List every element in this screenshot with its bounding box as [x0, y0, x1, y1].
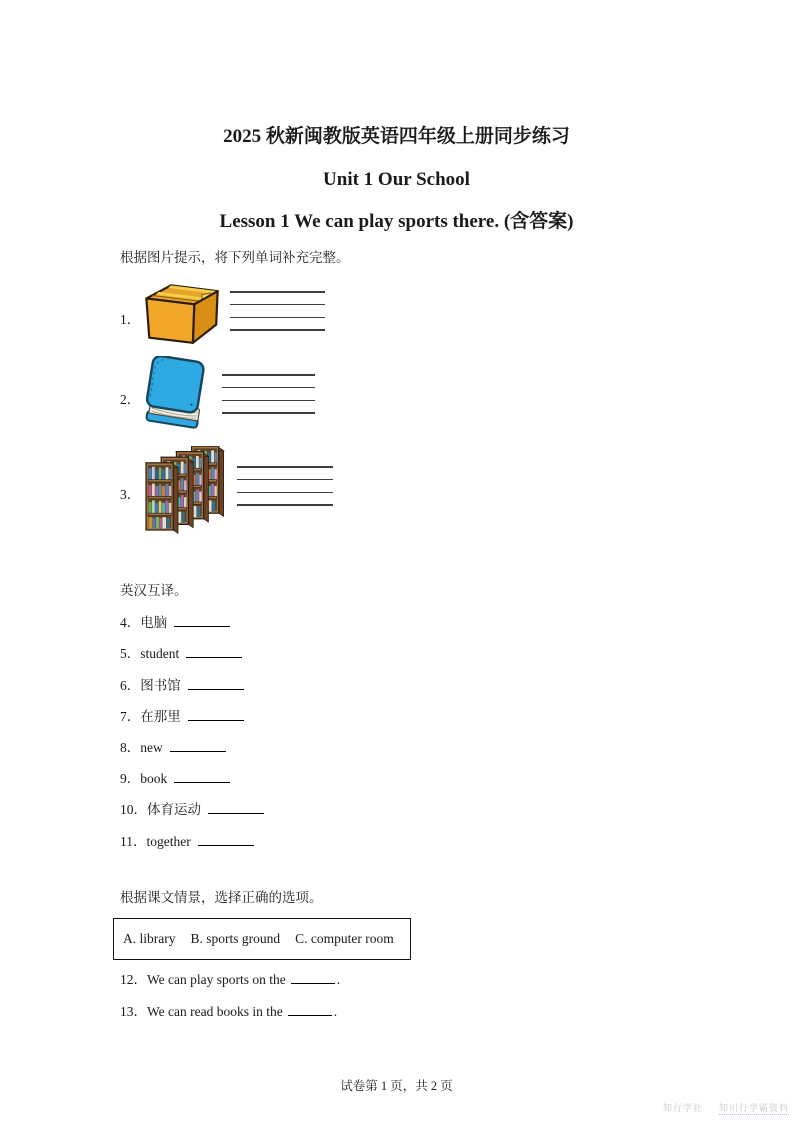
question-text: We can read books in the	[147, 1004, 283, 1019]
question-number-2: 2．	[120, 392, 141, 407]
item-word: 图书馆	[140, 678, 181, 693]
question-text: We can play sports on the	[147, 972, 286, 987]
writing-lines-1	[230, 291, 325, 342]
option-b: B. sports ground	[190, 931, 281, 946]
choice-question-13	[120, 1001, 337, 1020]
answer-blank	[198, 831, 254, 846]
question-suffix: .	[336, 972, 341, 987]
lesson-title: Lesson 1 We can play sports there. (含答案)	[219, 211, 574, 232]
answer-blank	[170, 737, 226, 752]
answer-blank	[186, 643, 242, 658]
options-box	[113, 918, 411, 960]
option-a: A. library	[123, 931, 176, 946]
item-number: 5．	[120, 646, 141, 661]
translation-item-10	[120, 799, 264, 818]
item-number: 12．	[120, 972, 147, 987]
item-number: 10．	[120, 802, 147, 817]
answer-blank	[291, 969, 335, 984]
item-word: 体育运动	[147, 802, 201, 817]
page-footer: 试卷第 1 页，共 2 页	[340, 1079, 453, 1093]
answer-blank	[174, 768, 230, 783]
translation-item-11	[120, 831, 254, 850]
watermark-left: 知行学社	[662, 1103, 703, 1113]
answer-blank	[208, 799, 264, 814]
blue-book-image	[138, 356, 218, 436]
item-number: 8．	[120, 740, 141, 755]
choice-instruction: 根据课文情景，选择正确的选项。	[120, 890, 323, 905]
item-number: 9．	[120, 771, 141, 786]
document-title: 2025 秋新闽教版英语四年级上册同步练习	[223, 126, 570, 147]
answer-blank	[188, 706, 244, 721]
unit-title: Unit 1 Our School	[323, 169, 470, 190]
watermark-right: 知川行学霸资料	[718, 1103, 789, 1113]
item-word: student	[140, 646, 180, 661]
translation-item-9	[120, 768, 230, 787]
answer-blank	[174, 612, 230, 627]
item-number: 7．	[120, 709, 141, 724]
item-word: book	[140, 771, 168, 786]
question-number-3: 3．	[120, 487, 141, 502]
translation-item-4	[120, 612, 230, 631]
item-word: 电脑	[140, 615, 168, 630]
translation-item-7	[120, 706, 244, 725]
question-number-1: 1．	[120, 312, 141, 327]
item-number: 11．	[120, 834, 147, 849]
cardboard-box-image	[142, 279, 222, 347]
option-c: C. computer room	[295, 931, 394, 946]
writing-lines-2	[222, 374, 315, 425]
translation-instruction: 英汉互译。	[120, 583, 188, 598]
translation-item-8	[120, 737, 226, 756]
translation-item-5	[120, 643, 242, 662]
item-number: 6．	[120, 678, 141, 693]
item-word: 在那里	[140, 709, 181, 724]
watermark	[663, 1101, 789, 1114]
choice-question-12	[120, 969, 340, 988]
writing-lines-3	[237, 466, 333, 517]
item-word: together	[146, 834, 191, 849]
library-bookshelves-image	[136, 446, 236, 534]
fill-in-instruction: 根据图片提示，将下列单词补充完整。	[120, 250, 350, 265]
answer-blank	[288, 1001, 332, 1016]
question-suffix: .	[333, 1004, 338, 1019]
item-word: new	[140, 740, 163, 755]
answer-blank	[188, 675, 244, 690]
item-number: 4．	[120, 615, 141, 630]
translation-item-6	[120, 675, 244, 694]
item-number: 13．	[120, 1004, 147, 1019]
